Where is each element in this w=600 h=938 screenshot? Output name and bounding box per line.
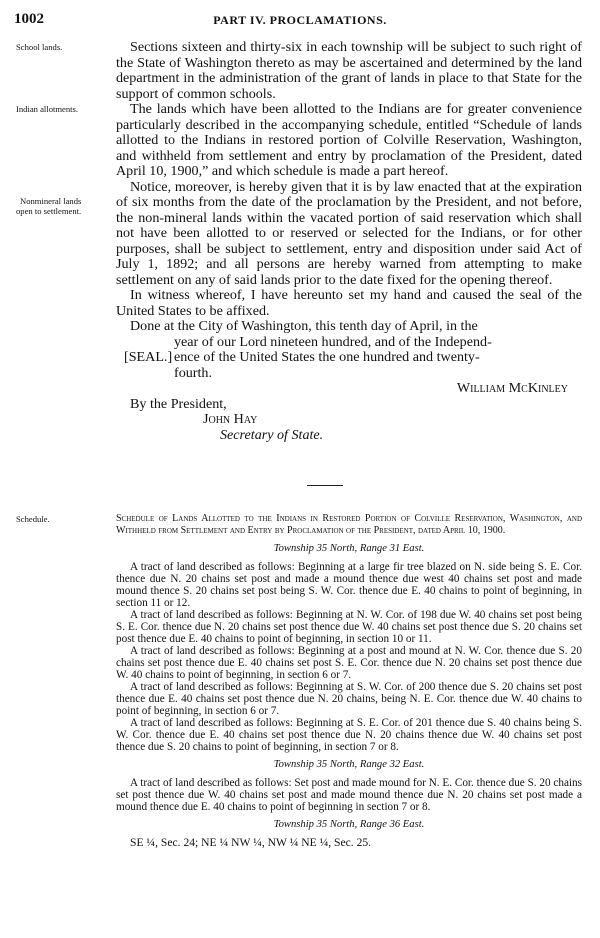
running-title: PART IV. PROCLAMATIONS. xyxy=(213,13,387,27)
page-number: 1002 xyxy=(14,11,44,27)
margin-note-line: Nonmineral lands xyxy=(20,196,82,206)
margin-note-line: open to settlement. xyxy=(16,206,82,216)
paragraph-nonmineral-lands: Notice, moreover, is hereby given that it is by law enacted that at the expiration of six months from the date of the proclamation by the President, and not before, the non-mineral lands within the vacated portion of said reservation which shall not have been allotted to or reserved or selected for the Indians, or for other purposes, shall be subject to settlement, entry and disposition under said Act of July 1, 1892; and all persons are hereby warned from attempting to make settlement on any of said lands prior to the date fixed for the opening thereof. xyxy=(116,178,582,288)
margin-note-school-lands: School lands. xyxy=(16,42,63,52)
done-line: fourth. xyxy=(174,364,212,381)
township-heading: Township 35 North, Range 31 East. xyxy=(273,543,425,555)
margin-note-nonmineral xyxy=(16,196,116,216)
seal-block xyxy=(116,335,582,382)
margin-note-schedule: Schedule. xyxy=(16,514,50,524)
tract-description: A tract of land described as follows: Beginning at S. W. Cor. of 200 thence due S. 20 chains set post thence due E. 40 chains set post thence due N. 20 chains, being N. E. Cor. thence due W. 40 chains to point of beginning, in section 6 or 7. xyxy=(116,681,582,718)
done-line: ence of the United States the one hundred and twenty- xyxy=(174,349,480,365)
done-line: year of our Lord nineteen hundred, and of the Independ- xyxy=(174,333,492,350)
township-heading: Township 35 North, Range 32 East. xyxy=(273,759,425,771)
paragraph-school-lands: Sections sixteen and thirty-six in each township will be subject to such right of the State of Washington thereto as may be ascertained and determined by the land department in the administration of the grant of lands in place to that State for the support of common schools. xyxy=(116,39,582,102)
tract-description: A tract of land described as follows: Set post and made mound for N. E. Cor. thence due S. 20 chains set post thence due W. 40 chains set post and made mound thence due N. 20 chains set post made a mound thence due E. 40 chains to point of beginning in section 7 or 8. xyxy=(116,777,582,814)
signature-mckinley: William McKinley xyxy=(456,380,568,396)
tract-description: SE ¼, Sec. 24; NE ¼ NW ¼, NW ¼ NE ¼, Sec. 25. xyxy=(130,836,372,850)
done-line: Done at the City of Washington, this tenth day of April, in the xyxy=(130,318,478,334)
tract-description: A tract of land described as follows: Beginning at a large fir tree blazed on N. side being S. E. Cor. thence due N. 20 chains set post and made a mound thence due west 40 chains set post and made mound thence S. 20 chains set post being S. W. Cor. thence due E. 40 chains to point of beginning, in section 11 or 12. xyxy=(116,561,582,610)
proclamation-body xyxy=(116,40,582,443)
paragraph-indian-allotments: The lands which have been allotted to the Indians are for greater convenience particularly described in the accompanying schedule, entitled “Schedule of lands allotted to the Indians in restored portion of Colville Reservation, Washington, and withheld from settlement and entry by proclamation of the President, dated April 10, 1900,” and which schedule is made a part hereof. xyxy=(116,101,582,179)
section-divider xyxy=(307,485,343,486)
by-the-president: By the President, xyxy=(130,395,227,412)
schedule-section xyxy=(116,513,582,849)
tract-description: A tract of land described as follows: Beginning at N. W. Cor. of 198 due W. 40 chains set post being S. E. Cor. thence due N. 20 chains set post thence due W. 40 chains set post thence due S. 20 chains set post thence due E. 40 chains to point of beginning, in section 10 or 11. xyxy=(116,609,582,646)
seal-mark: [SEAL.] xyxy=(124,349,173,365)
signature-hay: John Hay xyxy=(203,411,258,427)
schedule-title: Schedule of Lands Allotted to the Indians in Restored Portion of Colville Reservation, Washington, and Withheld from Settlement and Entry by Proclamation of the President, dated April 10, 1900. xyxy=(116,513,582,536)
page-header xyxy=(14,11,586,29)
tract-description: A tract of land described as follows: Beginning at a post and mound at N. W. Cor. thence due S. 20 chains set post thence due E. 40 chains set post S. E. Cor. thence due N. 20 chains set post thence due W. 40 chains to point of beginning, in section 6 or 7. xyxy=(116,645,582,682)
secretary-title: Secretary of State. xyxy=(220,426,324,443)
tract-description: A tract of land described as follows: Beginning at S. E. Cor. of 201 thence due S. 40 chains being S. W. Cor. thence due E. 40 chains set post thence due N. 20 chains thence due W. 40 chains set post thence due S. 20 chains to point of beginning, in section 7 or 8. xyxy=(116,717,582,754)
township-heading: Township 35 North, Range 36 East. xyxy=(273,819,425,831)
paragraph-witness: In witness whereof, I have hereunto set my hand and caused the seal of the United States to be affixed. xyxy=(116,287,582,319)
margin-note-indian-allotments: Indian allotments. xyxy=(16,104,79,114)
